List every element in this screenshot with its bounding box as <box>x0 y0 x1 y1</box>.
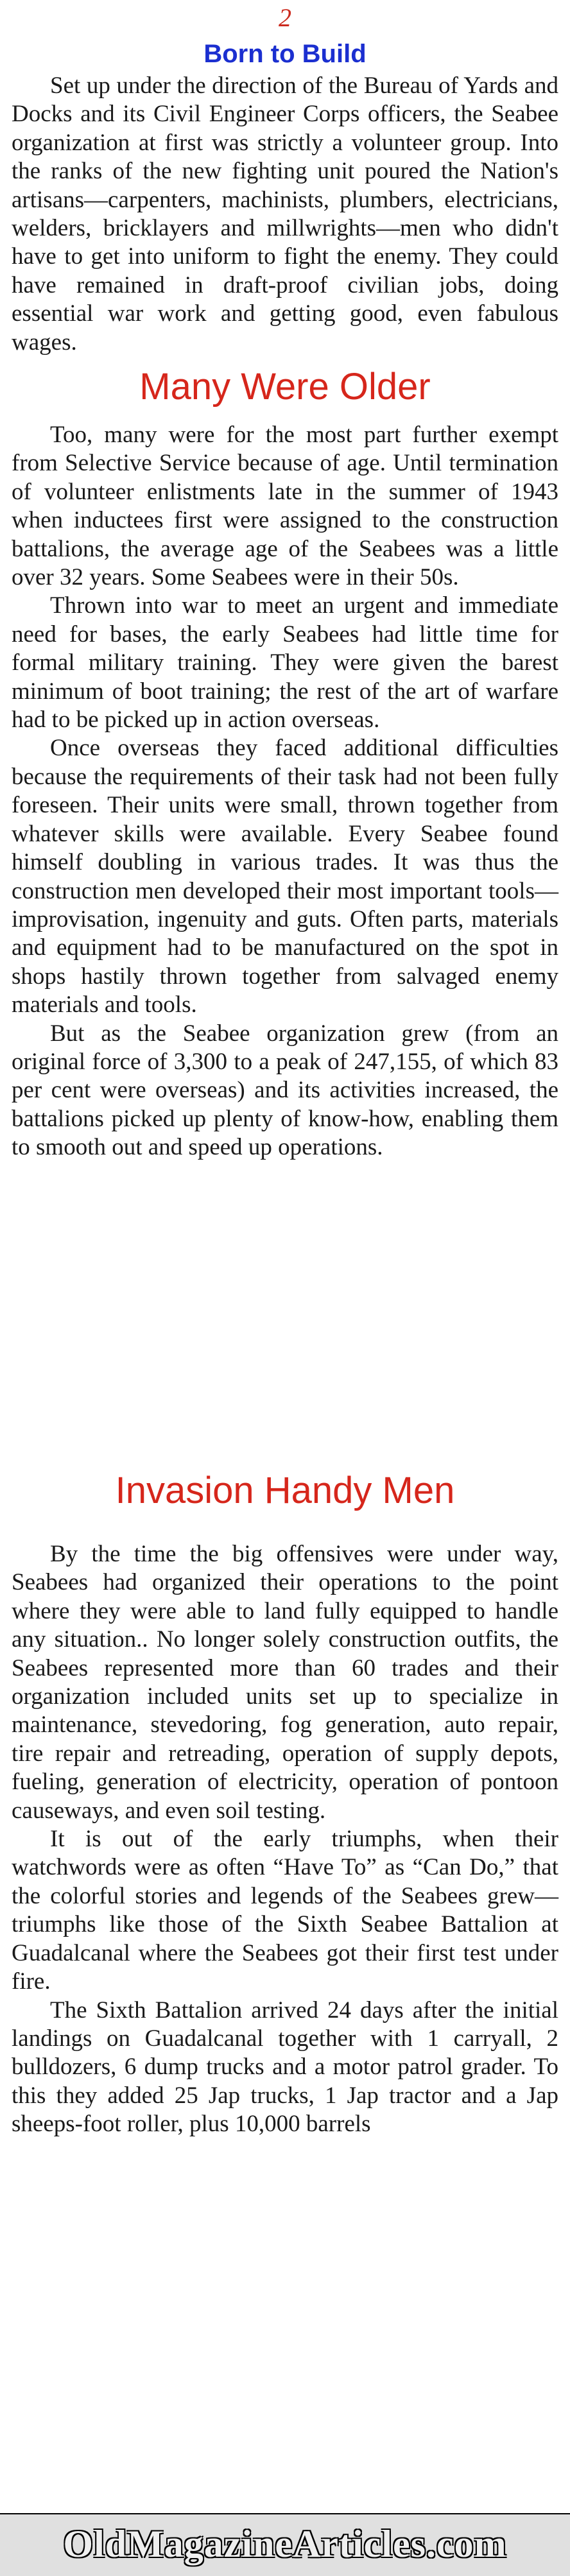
section-heading-invasion-handy-men: Invasion Handy Men <box>115 1470 455 1511</box>
paragraph: Thrown into war to meet an urgent and immediate need for bases, the early Seabees had little time for formal military training. They were given the barest minimum of boot training; the rest of the art of warfare had to be picked up in action overseas. <box>12 592 558 734</box>
paragraph: By the time the big offensives were under way, Seabees had organized their operations to the point where they were able to land fully equipped to handle any situation.. No longer solely construction outfits, the Seabees represented more than 60 trades and their organization included units set up to specialize in maintenance, stevedoring, fog generation, auto repair, tire repair and retreading, operation of supply depots, fueling, generation of electricity, operation of pontoon causeways, and even soil testing. <box>12 1541 558 1824</box>
page-number: 2 <box>279 3 291 32</box>
paragraph: The Sixth Battalion arrived 24 days after the initial landings on Guadalcanal together with 1 carryall, 2 bulldozers, 6 dump trucks and a motor patrol grader. To this they added 25 Jap trucks, 1 Jap tractor and a Jap sheeps-foot roller, plus 10,000 barrels <box>12 1996 558 2138</box>
watermark-logo: OldMagazineArticles.com <box>63 2523 507 2565</box>
paragraph: Too, many were for the most part further exempt from Selective Service because of age. Until termination of volunteer enlistments late in the summer of 1943 when inductees first were assigned to the construction battalions, the average age of the Seabees was a little over 32 years. Some Seabees were in their 50s. <box>12 422 558 591</box>
paragraph: But as the Seabee organization grew (from an original force of 3,300 to a peak of 247,155, of which 83 per cent were overseas) and its activities increased, the battalions picked up plenty of know-how, enabling them to smooth out and speed up operations. <box>12 1020 558 1161</box>
section-heading-born-to-build: Born to Build <box>203 40 367 68</box>
paragraph: Once overseas they faced additional difficulties because the requirements of their task had not been fully foreseen. Their units were small, thrown together from whatever skills were available. Every Seabee found himself doubling in various trades. It was thus the construction men developed their most important tools—improvisation, ingenuity and guts. Often parts, materials and equipment had to be manufactured on the spot in shops hastily thrown together from salvaged enemy materials and tools. <box>12 735 558 1018</box>
section-heading-many-were-older: Many Were Older <box>139 366 431 408</box>
section-body-many-were-older <box>12 421 558 1162</box>
paragraph: Set up under the direction of the Bureau of Yards and Docks and its Civil Engineer Corps officers, the Seabee organization at first was strictly a volunteer group. Into the ranks of the new fighting unit poured the Nation's artisans—carpenters, machinists, plumbers, electricians, welders, bricklayers and millwrights—men who didn't have to get into uniform to fight the enemy. They could have remained in draft-proof civilian jobs, doing essential war work and getting good, even fabulous wages. <box>12 73 558 356</box>
paragraph: It is out of the early triumphs, when their watchwords were as often “Have To” as “Can Do,” that the colorful stories and legends of the Seabees grew—triumphs like those of the Sixth Seabee Battalion at Guadalcanal where the Seabees got their first test under fire. <box>12 1826 558 1995</box>
section-body-born-to-build <box>12 72 558 357</box>
section-body-invasion-handy-men <box>12 1540 558 2139</box>
